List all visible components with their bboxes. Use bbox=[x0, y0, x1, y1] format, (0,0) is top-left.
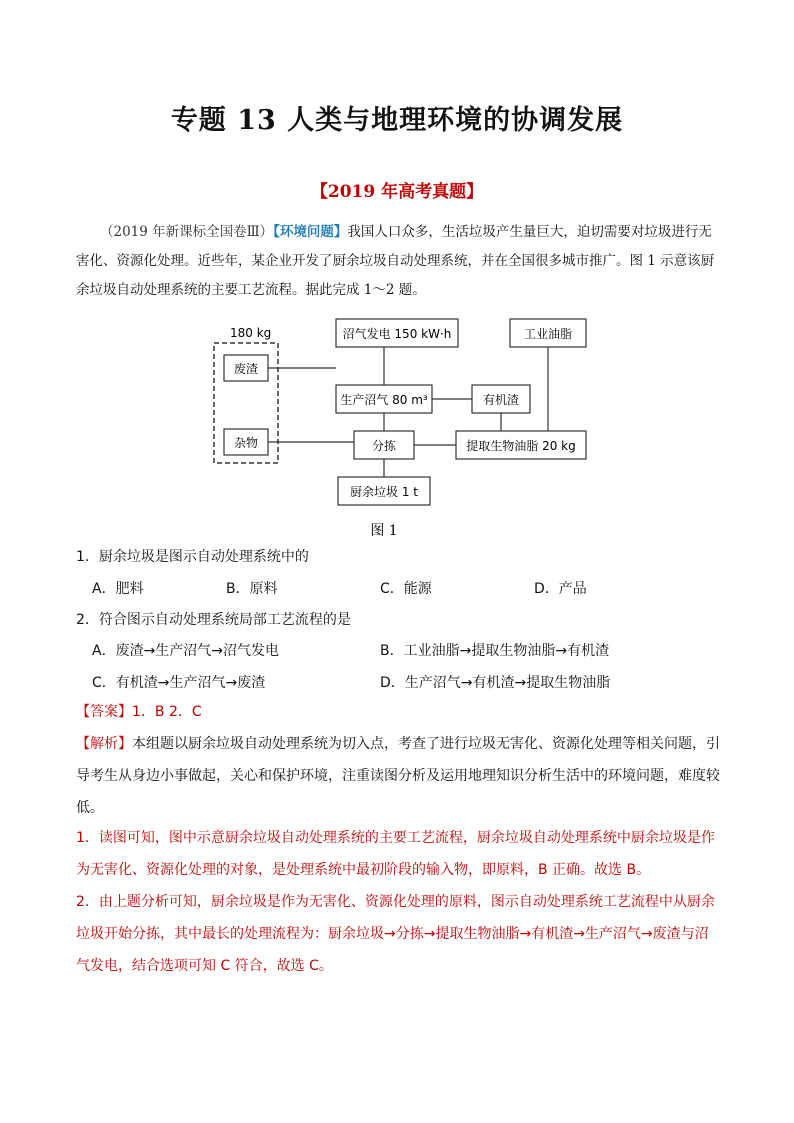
group-label: 180 kg bbox=[230, 326, 272, 340]
kitchen-waste-label: 厨余垃圾 1 t bbox=[350, 485, 418, 499]
biogas-production-label: 生产沼气 80 m³ bbox=[340, 393, 428, 407]
page-title: 专题 13 人类与地理环境的协调发展 bbox=[170, 105, 624, 136]
q2-option-a: A．废渣→生产沼气→沼气发电 bbox=[92, 643, 280, 659]
question-1-stem: 1．厨余垃圾是图示自动处理系统中的 bbox=[76, 549, 309, 565]
exam-source: （2019 年新课标全国卷Ⅲ） bbox=[100, 224, 274, 240]
q1-option-b: B．原料 bbox=[226, 581, 278, 597]
bio-oil-label: 提取生物油脂 20 kg bbox=[466, 439, 576, 453]
q1-option-c: C．能源 bbox=[380, 581, 432, 597]
q1-option-d: D．产品 bbox=[534, 581, 587, 597]
analysis-paragraph-2: 2．由上题分析可知，厨余垃圾是作为无害化、资源化处理的原料，图示自动处理系统工艺流程中从厨余垃圾开始分拣，其中最长的处理流程为：厨余垃圾→分拣→提取生物油脂→有机渣→生产沼气→废渣与沼气发电，结合选项可知 C 符合，故选 C。 bbox=[76, 894, 715, 974]
sorting-label: 分拣 bbox=[371, 439, 397, 453]
q2-option-d: D．生产沼气→有机渣→提取生物油脂 bbox=[380, 675, 611, 691]
section-heading: 【2019 年高考真题】 bbox=[310, 182, 484, 202]
topic-tag: 【环境问题】 bbox=[273, 224, 348, 240]
answer-text: 1．B 2．C bbox=[132, 704, 202, 720]
intro-text: 我国人口众多，生活垃圾产生量巨大，迫切需要对垃圾进行无害化、资源化处理。近些年，某企业开发了厨余垃圾自动处理系统，并在全国很多城市推广。图 1 示意该厨余垃圾自动处理系统的主要工艺流程。据此完成 1～2 题。 bbox=[76, 224, 715, 298]
q2-option-b: B．工业油脂→提取生物油脂→有机渣 bbox=[380, 643, 610, 659]
industrial-oil-label: 工业油脂 bbox=[523, 327, 573, 341]
process-flow-diagram bbox=[210, 313, 590, 543]
figure-caption: 图 1 bbox=[370, 523, 398, 539]
question-2-stem: 2．符合图示自动处理系统局部工艺流程的是 bbox=[76, 612, 351, 628]
analysis-label: 【解析】 bbox=[76, 736, 132, 752]
analysis-intro bbox=[76, 728, 722, 824]
q2-option-c: C．有机渣→生产沼气→废渣 bbox=[92, 675, 266, 691]
biogas-power-label: 沼气发电 150 kW·h bbox=[342, 327, 452, 341]
waste-residue-label: 废渣 bbox=[233, 362, 259, 376]
answer-line bbox=[76, 696, 722, 728]
organic-residue-label: 有机渣 bbox=[482, 393, 520, 407]
question-intro bbox=[76, 218, 724, 305]
q1-option-a: A．肥料 bbox=[92, 581, 144, 597]
sundries-label: 杂物 bbox=[233, 436, 259, 450]
answer-label: 【答案】 bbox=[76, 704, 132, 720]
analysis-intro-text: 本组题以厨余垃圾自动处理系统为切入点，考查了进行垃圾无害化、资源化处理等相关问题，引导考生从身边小事做起，关心和保护环境，注重读图分析及运用地理知识分析生活中的环境问题，难度较低。 bbox=[76, 736, 720, 816]
analysis-paragraph-1: 1．读图可知，图中示意厨余垃圾自动处理系统的主要工艺流程，厨余垃圾自动处理系统中厨余垃圾是作为无害化、资源化处理的对象，是处理系统中最初阶段的输入物，即原料，B 正确。故选 B。 bbox=[76, 830, 715, 878]
